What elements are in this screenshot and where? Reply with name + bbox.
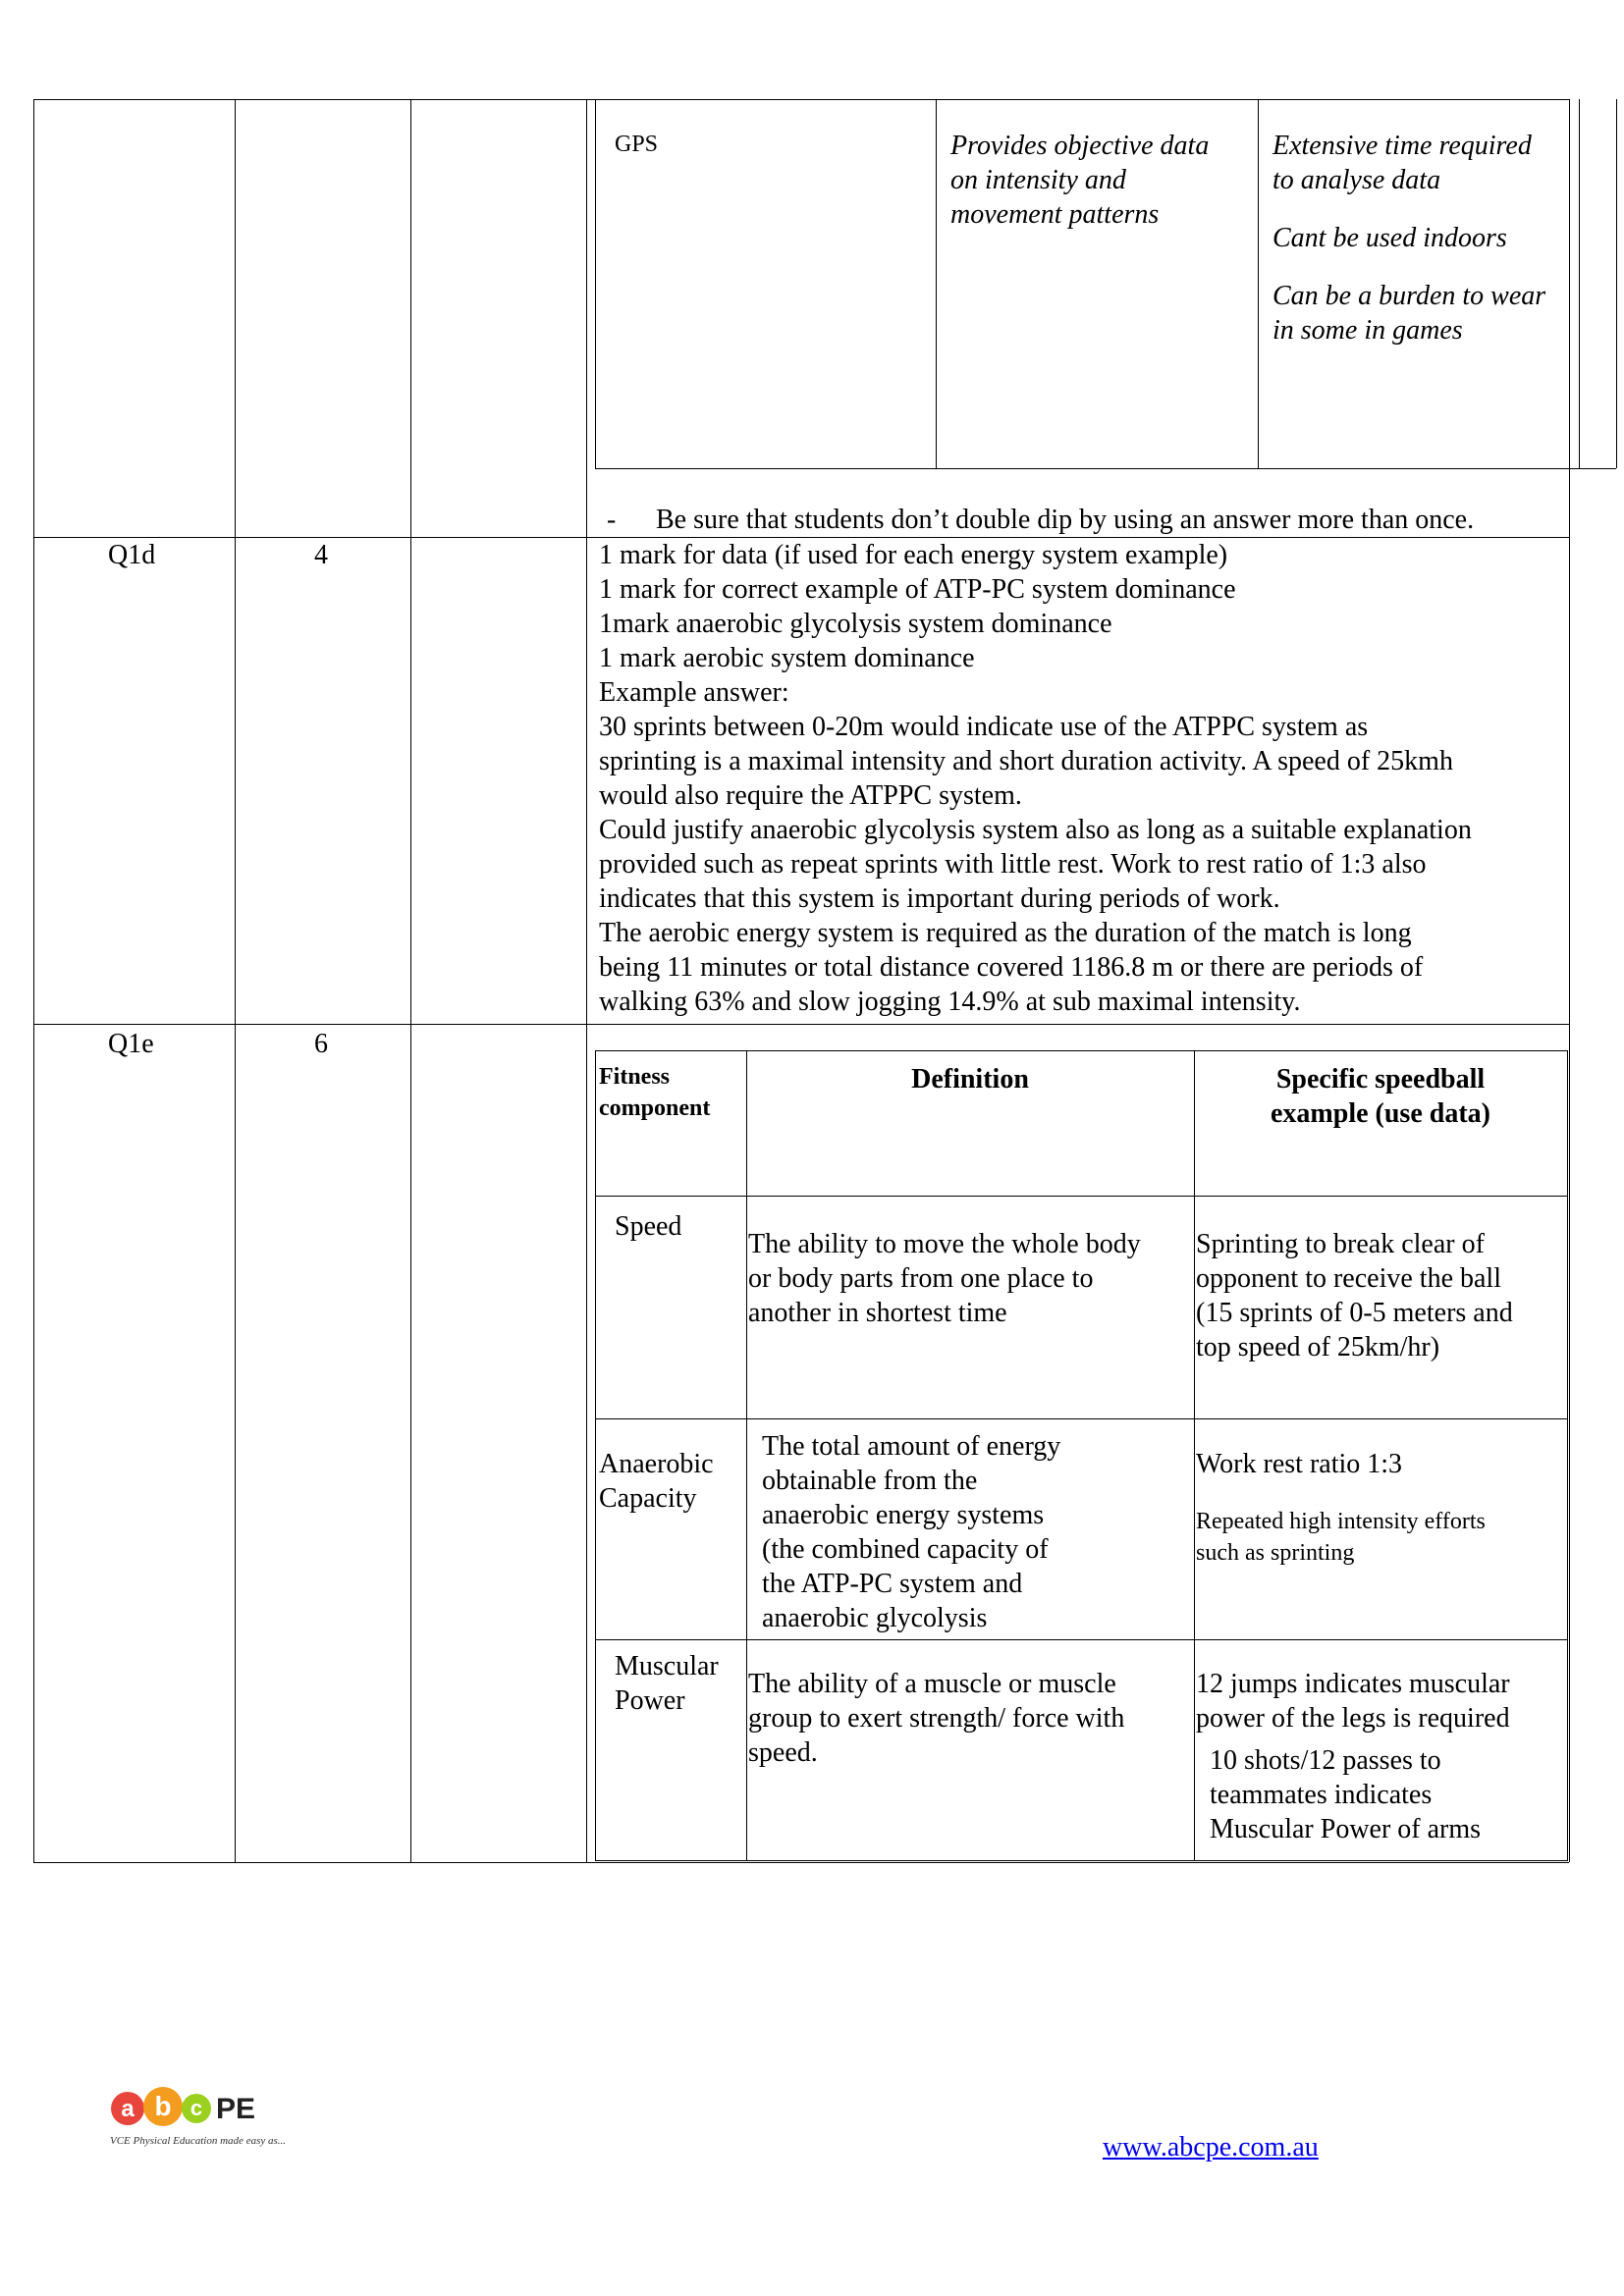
answer-line: being 11 minutes or total distance covered 1186.8 m or there are periods of (599, 952, 1424, 983)
answer-line: Could justify anaerobic glycolysis system also as long as a suitable explanation (599, 815, 1472, 845)
example-line: Muscular Power of arms (1210, 1814, 1482, 1844)
definition-line: The ability of a muscle or muscle (748, 1669, 1116, 1699)
definition-line: another in shortest time (748, 1298, 1007, 1328)
header-line: Fitness (599, 1064, 670, 1090)
answer-line: indicates that this system is important during periods of work. (599, 883, 1280, 914)
example-line: 10 shots/12 passes to (1210, 1745, 1441, 1776)
header-fitness-component (599, 1061, 710, 1124)
logo-letter: a (121, 2096, 135, 2122)
answer-line: 1 mark aerobic system dominance (599, 643, 975, 673)
gps-label: GPS (615, 132, 659, 157)
column-divider (410, 99, 411, 1862)
column-divider (586, 99, 587, 1862)
inner-border (595, 99, 596, 468)
fitness-table-border (595, 1860, 1567, 1861)
logo-letter: c (189, 2096, 203, 2120)
answer-line: 1mark anaerobic glycolysis system dominance (599, 609, 1112, 639)
answer-line: 1 mark for correct example of ATP-PC system dominance (599, 574, 1236, 605)
answer-line: provided such as repeat sprints with little rest. Work to rest ratio of 1:3 also (599, 849, 1427, 880)
definition-line: group to exert strength/ force with (748, 1703, 1125, 1734)
example-line: top speed of 25km/hr) (1196, 1332, 1440, 1362)
component-speed: Speed (615, 1211, 682, 1242)
answer-line: walking 63% and slow jogging 14.9% at sub maximal intensity. (599, 987, 1301, 1017)
question-number: Q1e (108, 1029, 154, 1059)
component-line: Power (615, 1685, 685, 1716)
advantage-line: Provides objective data (950, 131, 1210, 161)
inner-border (1616, 99, 1617, 468)
disadvantage-line: Extensive time required (1272, 131, 1532, 161)
example-line: Repeated high intensity efforts (1196, 1509, 1486, 1534)
definition-line: The total amount of energy (762, 1431, 1061, 1462)
answer-line: Example answer: (599, 677, 789, 708)
component-line: Muscular (615, 1651, 719, 1682)
example-muscular-power (1196, 1667, 1510, 1735)
example-line: power of the legs is required (1196, 1703, 1510, 1734)
disadvantage-line: in some in games (1272, 315, 1463, 346)
table-border-left (33, 99, 34, 1862)
header-line: component (599, 1095, 711, 1121)
definition-line: speed. (748, 1737, 818, 1768)
disadvantage-line: Can be a burden to wear (1272, 281, 1546, 311)
example-line: opponent to receive the ball (1196, 1263, 1501, 1294)
table-row-divider (33, 1024, 1569, 1025)
table-border-top (33, 99, 1569, 100)
double-dip-note: Be sure that students don’t double dip by using an answer more than once. (656, 505, 1475, 535)
definition-line: obtainable from the (762, 1466, 978, 1496)
column-divider (235, 99, 236, 1862)
fitness-table-divider (746, 1050, 747, 1861)
definition-line: The ability to move the whole body (748, 1229, 1141, 1259)
header-example (1194, 1062, 1567, 1131)
answer-line: 1 mark for data (if used for each energy system example) (599, 540, 1228, 570)
advantage-line: movement patterns (950, 199, 1160, 230)
disadvantage-line: to analyse data (1272, 165, 1441, 195)
component-anaerobic-capacity (599, 1447, 714, 1516)
header-line: example (use data) (1271, 1098, 1490, 1129)
question-number: Q1d (108, 540, 156, 570)
example-line: teammates indicates (1210, 1780, 1433, 1810)
component-line: Anaerobic (599, 1449, 714, 1479)
component-muscular-power (615, 1649, 719, 1718)
definition-speed (748, 1227, 1141, 1330)
definition-anaerobic-capacity (762, 1429, 1060, 1635)
definition-line: or body parts from one place to (748, 1263, 1094, 1294)
answer-line: The aerobic energy system is required as the duration of the match is long (599, 918, 1412, 948)
inner-border (1258, 99, 1259, 468)
fitness-table-divider (595, 1639, 1567, 1640)
example-anaerobic-capacity: Work rest ratio 1:3 (1196, 1449, 1403, 1479)
definition-line: anaerobic glycolysis (762, 1603, 988, 1633)
gps-advantages (950, 129, 1209, 232)
table-border-right (1569, 99, 1570, 1862)
answer-line: 30 sprints between 0-20m would indicate use of the ATPPC system as (599, 712, 1369, 742)
example-speed (1196, 1227, 1513, 1364)
marks-value: 4 (314, 540, 328, 570)
abcpe-logo (110, 2085, 297, 2154)
fitness-table-border (595, 1050, 1567, 1051)
table-border-bottom (33, 1862, 1569, 1863)
fitness-table-divider (595, 1418, 1567, 1419)
inner-border (595, 468, 1616, 469)
example-anaerobic-capacity-detail (1196, 1506, 1486, 1569)
definition-line: the ATP-PC system and (762, 1569, 1023, 1599)
header-definition: Definition (911, 1064, 1029, 1095)
logo-tagline: VCE Physical Education made easy as... (110, 2135, 287, 2147)
website-link[interactable]: www.abcpe.com.au (1103, 2132, 1319, 2163)
example-line: such as sprinting (1196, 1540, 1355, 1566)
fitness-table-border (595, 1050, 596, 1861)
advantage-line: on intensity and (950, 165, 1126, 195)
example-line: 12 jumps indicates muscular (1196, 1669, 1510, 1699)
logo-mark-icon (110, 2085, 297, 2128)
gps-disadvantages (1272, 129, 1545, 347)
example-line: Sprinting to break clear of (1196, 1229, 1485, 1259)
fitness-table-divider (595, 1196, 1567, 1197)
definition-line: anaerobic energy systems (762, 1500, 1045, 1530)
example-line: (15 sprints of 0-5 meters and (1196, 1298, 1513, 1328)
example-muscular-power-arms (1210, 1743, 1481, 1846)
fitness-table-divider (1194, 1050, 1195, 1861)
header-line: Specific speedball (1275, 1064, 1486, 1095)
inner-border (936, 99, 937, 468)
note-dash: - (607, 505, 617, 535)
fitness-table-border (1567, 1050, 1568, 1861)
marks-value: 6 (314, 1029, 328, 1059)
answer-line: would also require the ATPPC system. (599, 780, 1022, 811)
definition-muscular-power (748, 1667, 1124, 1770)
logo-letter: b (154, 2091, 172, 2121)
definition-line: (the combined capacity of (762, 1534, 1049, 1565)
q1d-answer-text (599, 538, 1472, 1019)
logo-pe: PE (216, 2093, 256, 2125)
answer-line: sprinting is a maximal intensity and short duration activity. A speed of 25kmh (599, 746, 1453, 776)
component-line: Capacity (599, 1483, 697, 1514)
disadvantage-line: Cant be used indoors (1272, 223, 1507, 253)
inner-border (1579, 99, 1580, 468)
